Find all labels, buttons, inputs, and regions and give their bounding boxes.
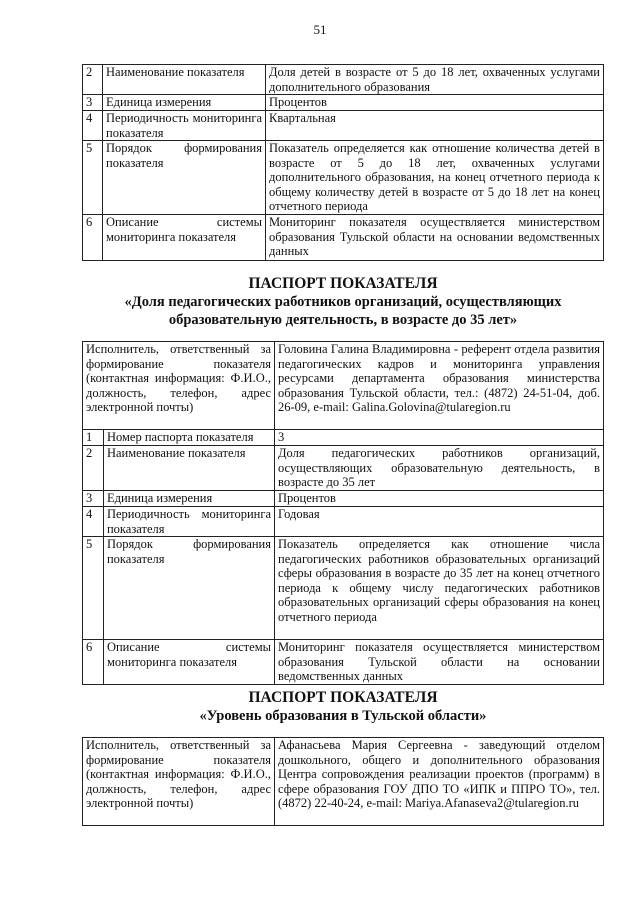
row-label: Наименование показателя bbox=[103, 446, 274, 491]
executor-row bbox=[83, 342, 604, 430]
row-label: Периодичность мониторинга показателя bbox=[103, 111, 266, 141]
row-value: Мониторинг показателя осуществляется министерством образования Тульской области на основании ведомственных данных bbox=[266, 215, 604, 261]
row-value: Доля детей в возрасте от 5 до 18 лет, охваченных услугами дополнительного образования bbox=[266, 65, 604, 95]
table-row bbox=[83, 215, 604, 261]
row-label: Единица измерения bbox=[103, 95, 266, 111]
row-number: 2 bbox=[83, 65, 103, 95]
row-number: 3 bbox=[83, 491, 104, 507]
table-row bbox=[83, 446, 604, 491]
row-value: Квартальная bbox=[266, 111, 604, 141]
row-number: 5 bbox=[83, 537, 104, 640]
row-value: 3 bbox=[275, 430, 604, 446]
passport-heading-2 bbox=[82, 274, 604, 329]
row-label: Описание системы мониторинга показателя bbox=[103, 215, 266, 261]
table-row bbox=[83, 65, 604, 95]
row-label: Периодичность мониторинга показателя bbox=[103, 507, 274, 537]
table-row bbox=[83, 430, 604, 446]
row-label: Порядок формирования показателя bbox=[103, 537, 274, 640]
row-number: 6 bbox=[83, 215, 103, 261]
row-value: Процентов bbox=[275, 491, 604, 507]
row-label: Наименование показателя bbox=[103, 65, 266, 95]
row-value: Показатель определяется как отношение количества детей в возрасте от 5 до 18 лет, охваченных услугами дополнительного образования, на конец отчетного периода к общему количеству детей в возрасте от 5 до 18 лет на конец отчетного периода bbox=[266, 141, 604, 215]
executor-value: Головина Галина Владимировна - референт отдела развития педагогических кадров и мониторинга управления ресурсами департамента образования министерства образования Тульской области, тел.: (4872) 24-51-04, доб. 26-09, e-mail: Galina.Golovina@tularegion.ru bbox=[275, 342, 604, 430]
passport-table-2 bbox=[82, 341, 604, 685]
table-row bbox=[83, 537, 604, 640]
row-value: Мониторинг показателя осуществляется министерством образования Тульской области на основании ведомственных данных bbox=[275, 640, 604, 685]
table-row bbox=[83, 95, 604, 111]
table-row bbox=[83, 507, 604, 537]
row-label: Единица измерения bbox=[103, 491, 274, 507]
passport-table-3 bbox=[82, 737, 604, 826]
row-value: Годовая bbox=[275, 507, 604, 537]
row-value: Доля педагогических работников организаций, осуществляющих образовательную деятельность, в возрасте до 35 лет bbox=[275, 446, 604, 491]
table-row bbox=[83, 111, 604, 141]
row-number: 6 bbox=[83, 640, 104, 685]
row-label: Описание системы мониторинга показателя bbox=[103, 640, 274, 685]
row-number: 3 bbox=[83, 95, 103, 111]
passport-heading-3 bbox=[82, 688, 604, 725]
row-number: 1 bbox=[83, 430, 104, 446]
table-row bbox=[83, 491, 604, 507]
executor-label: Исполнитель, ответственный за формирование показателя (контактная информация: Ф.И.О., должность, телефон, адрес электронной почты) bbox=[83, 342, 275, 430]
table-row bbox=[83, 141, 604, 215]
passport-title: ПАСПОРТ ПОКАЗАТЕЛЯ bbox=[248, 275, 438, 292]
passport-subtitle-line1: «Доля педагогических работников организаций, осуществляющих bbox=[124, 294, 562, 310]
executor-row bbox=[83, 738, 604, 826]
row-label: Порядок формирования показателя bbox=[103, 141, 266, 215]
row-value: Процентов bbox=[266, 95, 604, 111]
passport-title: ПАСПОРТ ПОКАЗАТЕЛЯ bbox=[248, 689, 438, 706]
row-label: Номер паспорта показателя bbox=[103, 430, 274, 446]
executor-label: Исполнитель, ответственный за формирование показателя (контактная информация: Ф.И.О., должность, телефон, адрес электронной почты) bbox=[83, 738, 275, 826]
passport-subtitle-line2: образовательную деятельность, в возрасте до 35 лет» bbox=[168, 312, 518, 328]
passport-subtitle: «Уровень образования в Тульской области» bbox=[199, 708, 487, 724]
row-number: 4 bbox=[83, 507, 104, 537]
row-number: 5 bbox=[83, 141, 103, 215]
page-number: 51 bbox=[313, 22, 327, 37]
executor-value: Афанасьева Мария Сергеевна - заведующий отделом дошкольного, общего и дополнительного образования Центра сопровождения реализации проектов (программ) в сфере образования ГОУ ДПО ТО «ИПК и ППРО ТО», тел. (4872) 22-40-24, e-mail: Mariya.Afanaseva2@tularegion.ru bbox=[275, 738, 604, 826]
passport-table-continued bbox=[82, 64, 604, 261]
table-row bbox=[83, 640, 604, 685]
row-value: Показатель определяется как отношение числа педагогических работников образовательных организаций сферы образования в возрасте до 35 лет на конец отчетного периода к общему числу педагогических работников образовательных организаций сферы образования на конец отчетного периода bbox=[275, 537, 604, 640]
row-number: 2 bbox=[83, 446, 104, 491]
row-number: 4 bbox=[83, 111, 103, 141]
